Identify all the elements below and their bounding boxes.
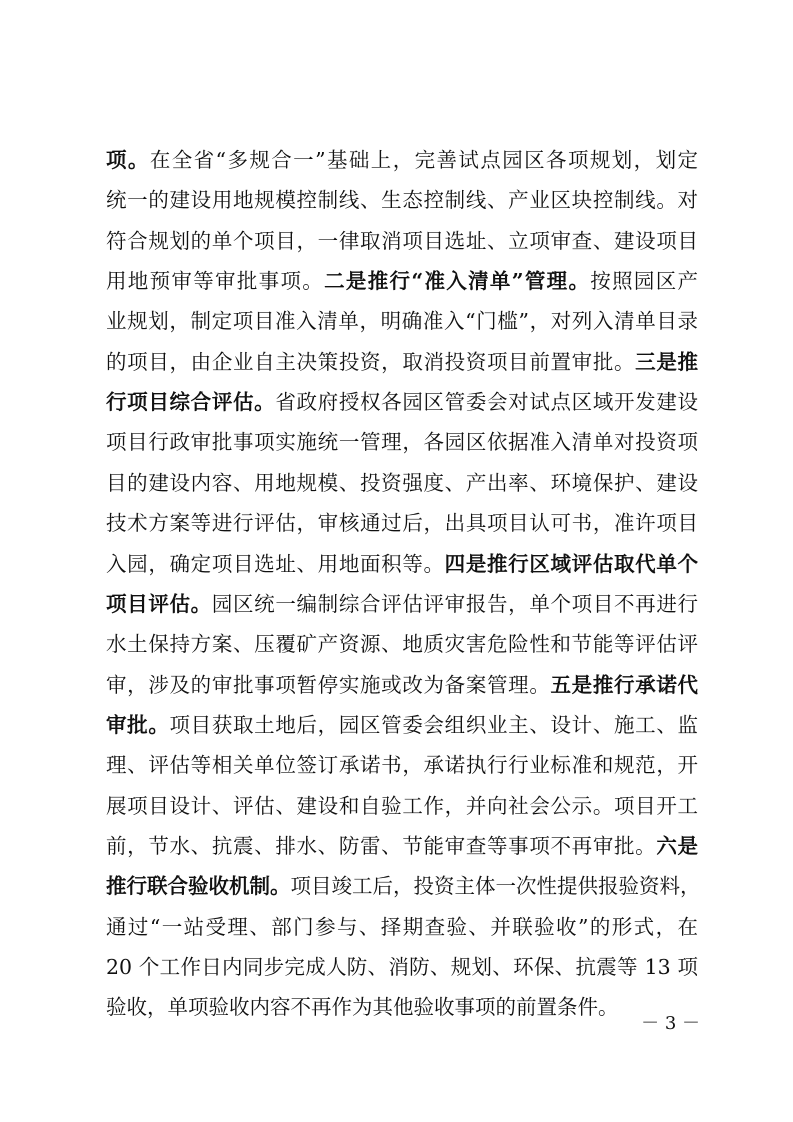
text-line	[106, 866, 701, 906]
text-line	[106, 624, 698, 664]
body-text-run: 项目行政审批事项实施统一管理，各园区依据准入清单对投资项	[106, 430, 698, 455]
body-text-run: 验收，单项验收内容不再作为其他验收事项的前置条件。	[106, 995, 619, 1020]
text-line	[106, 786, 698, 826]
body-text-run: 入园，确定项目选址、用地面积等。	[106, 551, 445, 576]
text-line	[106, 342, 698, 382]
body-text-run: 的项目，由企业自主决策投资，取消投资项目前置审批。	[106, 349, 636, 374]
bold-heading-text: 六是	[656, 833, 699, 858]
body-text-run: 按照园区产	[590, 269, 699, 294]
body-text-run: 省政府授权各园区管委会对试点区域开发建设	[275, 390, 699, 415]
text-line	[106, 301, 698, 341]
bold-heading-text: 推行联合验收机制。	[106, 874, 291, 899]
body-text-run: 在全省“多规合一”基础上，完善试点园区各项规划，划定	[149, 148, 699, 172]
body-text-run: 项目获取土地后，园区管委会组织业主、设计、施工、监	[169, 712, 698, 737]
bold-heading-text: 二是推行“准入清单”管理。	[324, 269, 591, 294]
bold-heading-text: 行项目综合评估。	[106, 390, 276, 415]
text-line	[106, 947, 698, 987]
body-text-run: 前，节水、抗震、排水、防雷、节能审查等事项不再审批。	[106, 833, 657, 858]
body-text-run: 统一的建设用地规模控制线、生态控制线、产业区块控制线。对	[106, 188, 698, 213]
body-text-run: 20 个工作日内同步完成人防、消防、规划、环保、抗震等 13 项	[106, 955, 698, 979]
body-text-run: 符合规划的单个项目，一律取消项目选址、立项审查、建设项目	[106, 228, 698, 253]
body-text-run: 业规划，制定项目准入清单，明确准入“门槛”，对列入清单目录	[106, 309, 698, 334]
body-text-run: 用地预审等审批事项。	[106, 269, 325, 294]
text-line	[106, 140, 698, 180]
text-line	[106, 422, 698, 462]
text-line	[106, 503, 698, 543]
text-line	[106, 463, 698, 503]
text-line	[106, 745, 698, 785]
page-number: － 3 －	[641, 1013, 700, 1034]
text-line	[106, 180, 698, 220]
bold-heading-text: 审批。	[106, 712, 170, 737]
body-text-run: 通过“一站受理、部门参与、择期查验、并联验收”的形式，在	[106, 914, 698, 939]
text-line	[106, 382, 698, 422]
bold-heading-text: 项目评估。	[106, 591, 212, 616]
bold-heading-text: 四是推行区域评估取代单个	[444, 551, 699, 576]
bold-heading-text: 项。	[106, 148, 150, 172]
body-text-run: 理、评估等相关单位签订承诺书，承诺执行行业标准和规范，开	[106, 753, 698, 778]
text-line	[106, 584, 698, 624]
text-line	[106, 987, 698, 1027]
body-text-run: 水土保持方案、压覆矿产资源、地质灾害危险性和节能等评估评	[106, 632, 698, 657]
text-line	[106, 665, 698, 705]
text-line	[106, 261, 698, 301]
bold-heading-text: 五是推行承诺代	[550, 672, 698, 697]
body-text-run: 展项目设计、评估、建设和自验工作，并向社会公示。项目开工	[106, 793, 698, 818]
bold-heading-text: 三是推	[635, 349, 699, 374]
text-line	[106, 907, 698, 947]
text-line	[106, 544, 698, 584]
text-line	[106, 705, 698, 745]
text-line	[106, 221, 698, 261]
body-text-run: 项目竣工后，投资主体一次性提供报验资料，	[290, 874, 701, 899]
body-text-run: 目的建设内容、用地规模、投资强度、产出率、环境保护、建设	[106, 470, 698, 495]
text-line	[106, 826, 698, 866]
body-text-run: 技术方案等进行评估，审核通过后，出具项目认可书，准许项目	[106, 511, 698, 536]
body-text-run: 园区统一编制综合评估评审报告，单个项目不再进行	[211, 591, 699, 616]
body-text-run: 审，涉及的审批事项暂停实施或改为备案管理。	[106, 672, 551, 697]
